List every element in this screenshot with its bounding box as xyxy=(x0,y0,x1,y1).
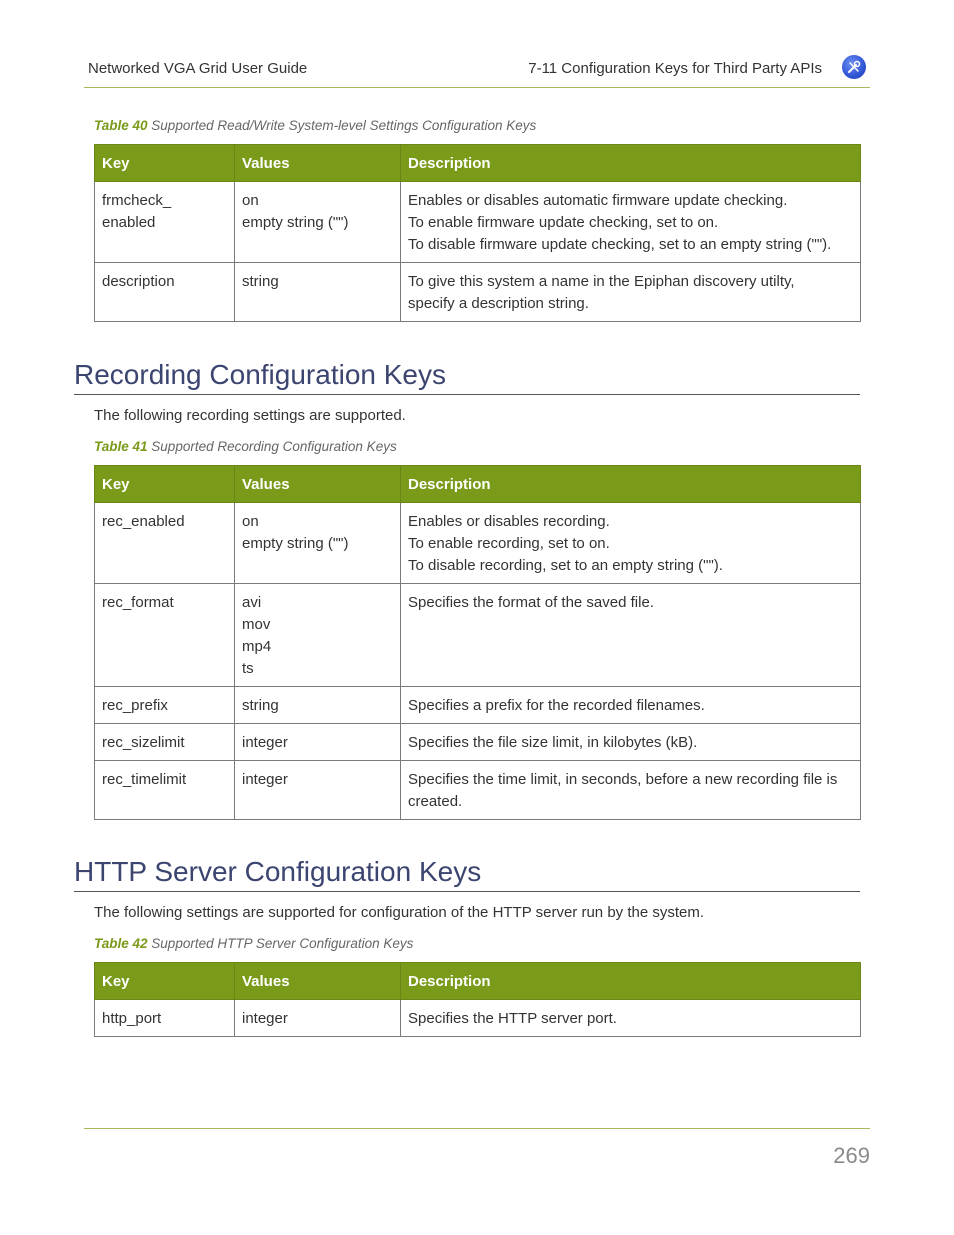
cell-line: rec_timelimit xyxy=(102,771,187,788)
cell-line: Specifies the time limit, in seconds, before a new recording file is xyxy=(408,771,838,788)
cell-line: string xyxy=(242,697,279,714)
cell-line: on xyxy=(242,513,259,530)
column-header: Values xyxy=(235,466,401,503)
cell-line: Enables or disables recording. xyxy=(408,513,610,530)
table-42-caption xyxy=(94,936,413,951)
table-41 xyxy=(94,465,861,820)
caption-text: Supported Recording Configuration Keys xyxy=(151,439,397,454)
footer-rule xyxy=(84,1128,870,1129)
cell-line: enabled xyxy=(102,214,156,231)
cell-line: To disable recording, set to an empty string (""). xyxy=(408,557,723,574)
table-row xyxy=(95,503,861,584)
cell-line: integer xyxy=(242,771,288,788)
cell-key xyxy=(95,584,235,687)
cell-values xyxy=(235,1000,401,1037)
column-header: Key xyxy=(95,466,235,503)
cell-line: integer xyxy=(242,1010,288,1027)
cell-line: frmcheck_ xyxy=(102,192,172,209)
cell-line: rec_sizelimit xyxy=(102,734,185,751)
section-intro-http: The following settings are supported for configuration of the HTTP server run by the system. xyxy=(94,904,705,921)
cell-line: mp4 xyxy=(242,638,272,655)
table-42 xyxy=(94,962,861,1037)
cell-key xyxy=(95,761,235,820)
cell-line: To give this system a name in the Epiphan discovery utilty, xyxy=(408,273,795,290)
cell-key xyxy=(95,724,235,761)
cell-key xyxy=(95,687,235,724)
cell-values xyxy=(235,724,401,761)
column-header: Values xyxy=(235,963,401,1000)
cell-values xyxy=(235,263,401,322)
caption-text: Supported HTTP Server Configuration Keys xyxy=(151,936,414,951)
cell-line: rec_prefix xyxy=(102,697,168,714)
cell-values xyxy=(235,761,401,820)
cell-key xyxy=(95,503,235,584)
cell-line: empty string ("") xyxy=(242,535,349,552)
cell-description xyxy=(401,761,861,820)
table-row xyxy=(95,182,861,263)
guide-title: Networked VGA Grid User Guide xyxy=(88,60,308,77)
column-header: Description xyxy=(401,145,861,182)
cell-line: on xyxy=(242,192,259,209)
caption-text: Supported Read/Write System-level Settings Configuration Keys xyxy=(151,118,537,133)
cell-key xyxy=(95,1000,235,1037)
chapter-title: 7-11 Configuration Keys for Third Party APIs xyxy=(528,60,822,77)
cell-line: mov xyxy=(242,616,271,633)
page-header xyxy=(84,52,870,88)
column-header: Key xyxy=(95,963,235,1000)
cell-key xyxy=(95,263,235,322)
table-number: Table 40 xyxy=(94,118,148,133)
cell-description xyxy=(401,182,861,263)
table-40 xyxy=(94,144,861,322)
cell-line: empty string ("") xyxy=(242,214,349,231)
cell-description xyxy=(401,584,861,687)
column-header: Description xyxy=(401,963,861,1000)
tools-icon xyxy=(842,55,866,79)
cell-line: description xyxy=(102,273,175,290)
cell-line: Specifies the file size limit, in kilobytes (kB). xyxy=(408,734,698,751)
table-row xyxy=(95,724,861,761)
cell-line: Enables or disables automatic firmware update checking. xyxy=(408,192,788,209)
cell-line: ts xyxy=(242,660,254,677)
cell-line: To disable firmware update checking, set to an empty string (""). xyxy=(408,236,832,253)
cell-line: avi xyxy=(242,594,262,611)
cell-line: created. xyxy=(408,793,463,810)
cell-line: Specifies the HTTP server port. xyxy=(408,1010,617,1027)
section-heading-http: HTTP Server Configuration Keys xyxy=(74,855,860,892)
cell-line: To enable recording, set to on. xyxy=(408,535,610,552)
cell-values xyxy=(235,687,401,724)
cell-line: rec_enabled xyxy=(102,513,185,530)
cell-values xyxy=(235,182,401,263)
cell-description xyxy=(401,724,861,761)
page-number: 269 xyxy=(833,1143,870,1168)
table-row xyxy=(95,263,861,322)
table-row xyxy=(95,584,861,687)
cell-line: Specifies the format of the saved file. xyxy=(408,594,654,611)
table-row xyxy=(95,687,861,724)
cell-description xyxy=(401,687,861,724)
cell-line: specify a description string. xyxy=(408,295,589,312)
cell-line: To enable firmware update checking, set to on. xyxy=(408,214,719,231)
section-heading-recording: Recording Configuration Keys xyxy=(74,358,860,395)
table-row xyxy=(95,761,861,820)
column-header: Description xyxy=(401,466,861,503)
table-40-caption xyxy=(94,118,536,133)
section-intro-recording: The following recording settings are supported. xyxy=(94,407,406,424)
cell-description xyxy=(401,1000,861,1037)
table-number: Table 41 xyxy=(94,439,148,454)
column-header: Key xyxy=(95,145,235,182)
cell-line: http_port xyxy=(102,1010,162,1027)
cell-values xyxy=(235,503,401,584)
cell-line: string xyxy=(242,273,279,290)
cell-description xyxy=(401,263,861,322)
cell-line: integer xyxy=(242,734,288,751)
table-row xyxy=(95,1000,861,1037)
column-header: Values xyxy=(235,145,401,182)
cell-values xyxy=(235,584,401,687)
table-41-caption xyxy=(94,439,397,454)
cell-line: rec_format xyxy=(102,594,174,611)
cell-line: Specifies a prefix for the recorded filenames. xyxy=(408,697,705,714)
table-number: Table 42 xyxy=(94,936,148,951)
cell-description xyxy=(401,503,861,584)
cell-key xyxy=(95,182,235,263)
